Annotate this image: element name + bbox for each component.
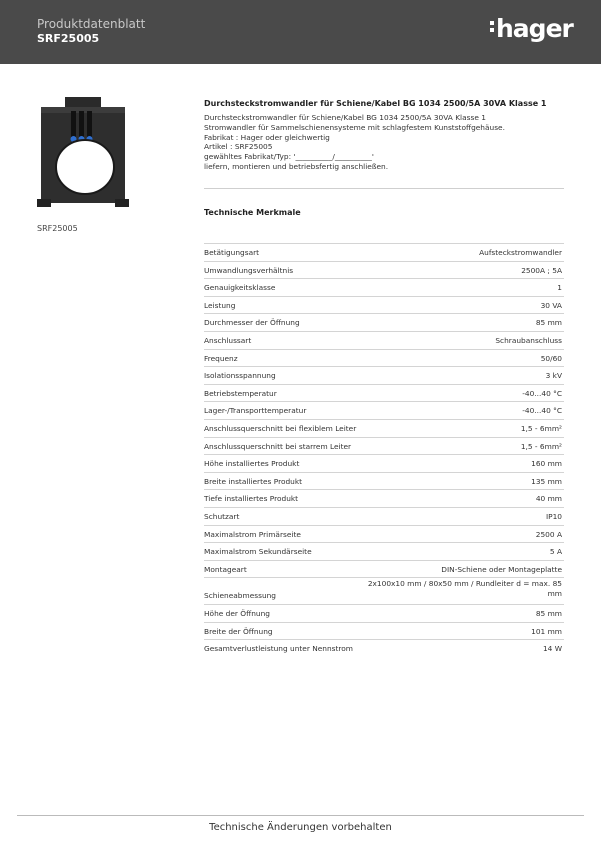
spec-value: 2500A ; 5A — [521, 265, 562, 275]
footer-note: Technische Änderungen vorbehalten — [209, 822, 392, 833]
spec-value: 1 — [557, 283, 562, 293]
spec-value: Schraubanschluss — [495, 335, 562, 345]
hager-logo — [490, 14, 573, 43]
spec-value: -40...40 °C — [522, 406, 562, 416]
spec-label: Maximalstrom Primärseite — [204, 529, 301, 539]
spec-label: Maximalstrom Sekundärseite — [204, 547, 312, 557]
spec-label: Gesamtverlustleistung unter Nennstrom — [204, 644, 353, 654]
product-title: Durchsteckstromwandler für Schiene/Kabel BG 1034 2500/5A 30VA Klasse 1 — [204, 99, 547, 108]
spec-row — [204, 489, 564, 507]
spec-value: 40 mm — [535, 494, 562, 504]
spec-label: Montageart — [204, 564, 247, 574]
header-bar — [0, 0, 601, 64]
spec-label: Schutzart — [204, 511, 240, 521]
spec-value: 135 mm — [531, 476, 562, 486]
spec-label: Genauigkeitsklasse — [204, 283, 276, 293]
description-line: liefern, montieren und betriebsfertig anschließen. — [204, 161, 389, 171]
spec-row — [204, 622, 564, 640]
spec-row — [204, 542, 564, 560]
spec-row — [204, 401, 564, 419]
spec-row — [204, 296, 564, 314]
spec-label: Betätigungsart — [204, 248, 260, 257]
spec-label: Leistung — [204, 300, 236, 310]
spec-label: Betriebstemperatur — [204, 388, 277, 398]
spec-label: Tiefe installiertes Produkt — [204, 494, 299, 504]
section-title: Technische Merkmale — [204, 208, 301, 217]
document-type: Produktdatenblatt — [37, 17, 146, 31]
description-line: Fabrikat : Hager oder gleichwertig — [204, 132, 330, 142]
spec-label: Breite installiertes Produkt — [204, 476, 303, 486]
spec-row — [204, 313, 564, 331]
spec-value: 5 A — [549, 547, 562, 557]
spec-row — [204, 437, 564, 455]
spec-row — [204, 349, 564, 367]
spec-label: Höhe der Öffnung — [204, 609, 270, 619]
spec-label: Höhe installiertes Produkt — [204, 459, 300, 469]
spec-label: Frequenz — [204, 353, 238, 363]
spec-row — [204, 472, 564, 490]
spec-value: Aufsteckstromwandler — [479, 248, 562, 257]
spec-value: 85 mm — [535, 318, 562, 328]
spec-label: Anschlussquerschnitt bei starrem Leiter — [204, 441, 352, 451]
description-line: Artikel : SRF25005 — [204, 142, 273, 152]
spec-row — [204, 278, 564, 296]
spec-row — [204, 560, 564, 578]
spec-value: 85 mm — [535, 609, 562, 619]
description-line: gewähltes Fabrikat/Typ: '__________/__________' — [204, 152, 374, 162]
spec-label: Durchmesser der Öffnung — [204, 318, 300, 328]
spec-row — [204, 577, 564, 604]
footer-divider — [17, 815, 584, 816]
spec-row — [204, 604, 564, 622]
spec-value: 1,5 - 6mm² — [520, 441, 562, 451]
image-caption: SRF25005 — [37, 224, 78, 233]
spec-row — [204, 384, 564, 402]
spec-value: 3 kV — [545, 371, 562, 381]
spec-row — [204, 261, 564, 279]
spec-value: 101 mm — [531, 626, 562, 636]
spec-value: DIN-Schiene oder Montageplatte — [441, 564, 562, 574]
spec-row — [204, 419, 564, 437]
spec-row — [204, 454, 564, 472]
spec-label: Lager-/Transporttemperatur — [204, 406, 307, 416]
product-image — [35, 95, 131, 215]
spec-label: Umwandlungsverhältnis — [204, 265, 294, 275]
spec-label: Anschlussart — [204, 335, 252, 345]
spec-value: IP10 — [545, 511, 562, 521]
product-description — [204, 113, 505, 172]
spec-value: 2500 A — [535, 529, 562, 539]
description-line: Durchsteckstromwandler für Schiene/Kabel BG 1034 2500/5A 30VA Klasse 1 — [204, 113, 486, 122]
article-number: SRF25005 — [37, 32, 100, 45]
spec-value: 160 mm — [531, 459, 562, 469]
spec-label: Anschlussquerschnitt bei flexiblem Leiter — [204, 423, 357, 433]
spec-row — [204, 525, 564, 543]
spec-value: 2x100x10 mm / 80x50 mm / Rundleiter d = max. 85 mm — [367, 579, 562, 599]
spec-label: Isolationsspannung — [204, 371, 276, 381]
spec-value: 1,5 - 6mm² — [520, 423, 562, 433]
divider — [204, 188, 564, 189]
spec-value: 30 VA — [540, 300, 562, 310]
spec-label: Schieneabmessung — [204, 591, 276, 601]
spec-row — [204, 366, 564, 384]
spec-value: -40...40 °C — [522, 388, 562, 398]
spec-value: 14 W — [542, 644, 562, 654]
spec-row — [204, 331, 564, 349]
spec-row — [204, 639, 564, 657]
logo-text: hager — [496, 14, 573, 43]
spec-row — [204, 507, 564, 525]
description-line: Stromwandler für Sammelschienensysteme mit schlagfestem Kunststoffgehäuse. — [204, 122, 505, 132]
spec-row — [204, 243, 564, 261]
spec-table — [204, 243, 564, 657]
spec-label: Breite der Öffnung — [204, 626, 273, 636]
spec-value: 50/60 — [540, 353, 562, 363]
